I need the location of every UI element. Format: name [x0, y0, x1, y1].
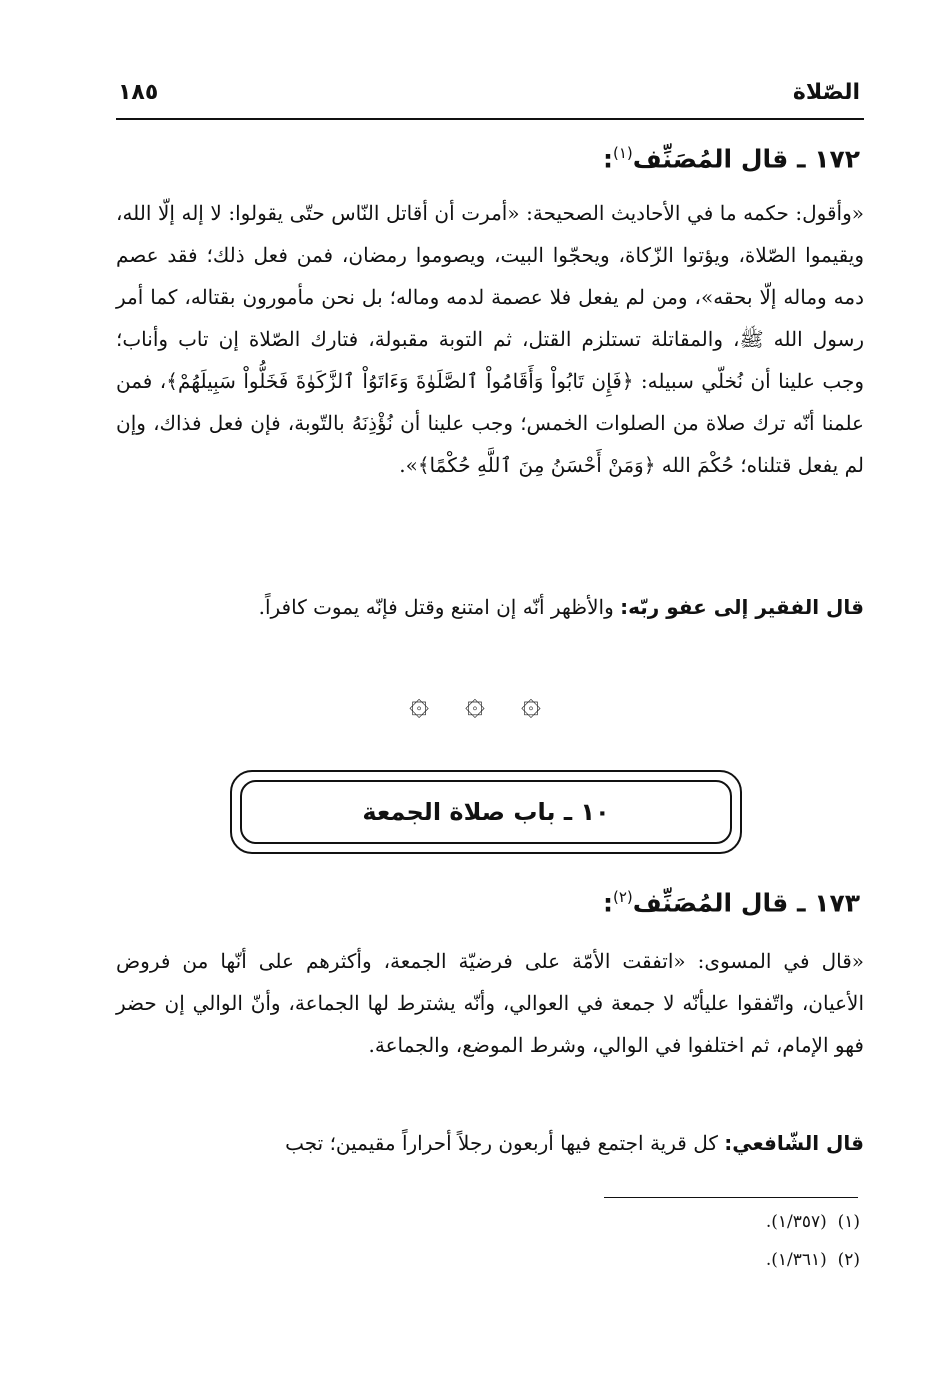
section-172-body: «وأقول: حكمه ما في الأحاديث الصحيحة: «أمرت أن أقاتل النّاس حتّى يقولوا: لا إله إلّا الله، ويقيموا الصّلاة، ويؤتوا الزّكاة، ويحجّوا البيت، ويصوموا رمضان، فمن فعل ذلك؛ فقد عصم دمه وماله إلّا بحقه»، ومن لم يفعل فلا عصمة لدمه وماله؛ بل نحن مأمورون بقتاله، كما أمر رسول الله ﷺ، والمقاتلة تستلزم القتل، ثم التوبة مقبولة، فتارك الصّلاة إن تاب وأناب؛ وجب علينا أن نُخلّي سبيله: ﴿فَإِن تَابُواْ وَأَقَامُواْ ٱلصَّلَوٰةَ وَءَاتَوُاْ ٱلزَّكَوٰةَ فَخَلُّواْ سَبِيلَهُمْ﴾، فمن علمنا أنّه ترك صلاة من الصلوات الخمس؛ وجب علينا أن نُؤْذِنَهُ بالتّوبة، فإن فعل فذاك، وإن لم يفعل قتلناه؛ حُكْمَ الله ﴿وَمَنْ أَحْسَنُ مِنَ ٱللَّهِ حُكْمًا﴾». — [116, 201, 864, 477]
footnote-2 — [766, 1250, 860, 1270]
ornament-icon: ۞ — [520, 683, 541, 723]
section-173-heading — [603, 888, 860, 917]
footnote-1-text: (١/٣٥٧). — [765, 1212, 827, 1232]
section-173-comment — [116, 1122, 864, 1164]
section-172-heading-colon: : — [603, 144, 613, 174]
section-172-comment-text: والأظهر أنّه إن امتنع وقتل فإنّه يموت كافراً. — [258, 595, 621, 619]
footnote-2-text: (١/٣٦١). — [765, 1250, 827, 1270]
section-divider-ornaments — [0, 682, 950, 723]
footnote-1 — [766, 1212, 860, 1232]
footnote-ref-2[interactable]: (٢) — [613, 888, 633, 906]
footnote-ref-1[interactable]: (١) — [613, 144, 633, 162]
section-173-comment-lead: قال الشّافعي: — [724, 1131, 864, 1155]
page-number: ١٨٥ — [118, 80, 159, 105]
section-172-comment — [116, 586, 864, 628]
chapter-title-inner-frame — [240, 780, 732, 844]
footnote-rule — [604, 1197, 858, 1198]
header-rule — [116, 118, 864, 120]
chapter-title: ١٠ ـ باب صلاة الجمعة — [362, 798, 610, 826]
section-172-heading — [603, 144, 860, 173]
section-172-heading-text: ١٧٢ ـ قال المُصَنِّف — [632, 144, 860, 174]
section-173-heading-text: ١٧٣ ـ قال المُصَنِّف — [632, 888, 860, 918]
running-title: الصّلاة — [792, 80, 860, 105]
section-173-heading-colon: : — [603, 888, 613, 918]
chapter-title-frame — [230, 770, 742, 854]
section-172-comment-lead: قال الفقير إلى عفو ربّه: — [620, 595, 864, 619]
ornament-icon: ۞ — [465, 683, 485, 723]
footnote-2-marker: (٢) — [837, 1250, 860, 1270]
section-173-body: «قال في المسوى: «اتفقت الأمّة على فرضيّة الجمعة، وأكثرهم على أنّها من فروض الأعيان، واتّفقوا عليأنّه لا جمعة في العوالي، وأنّه يشترط لها الجماعة، وأنّ الوالي إن حضر فهو الإمام، ثم اختلفوا في الوالي، وشرط الموضع، والجماعة. — [116, 949, 864, 1057]
section-173-comment-text: كل قرية اجتمع فيها أربعون رجلاً أحراراً مقيمين؛ تجب — [285, 1131, 725, 1155]
footnote-1-marker: (١) — [837, 1212, 860, 1232]
ornament-icon: ۞ — [409, 683, 430, 723]
